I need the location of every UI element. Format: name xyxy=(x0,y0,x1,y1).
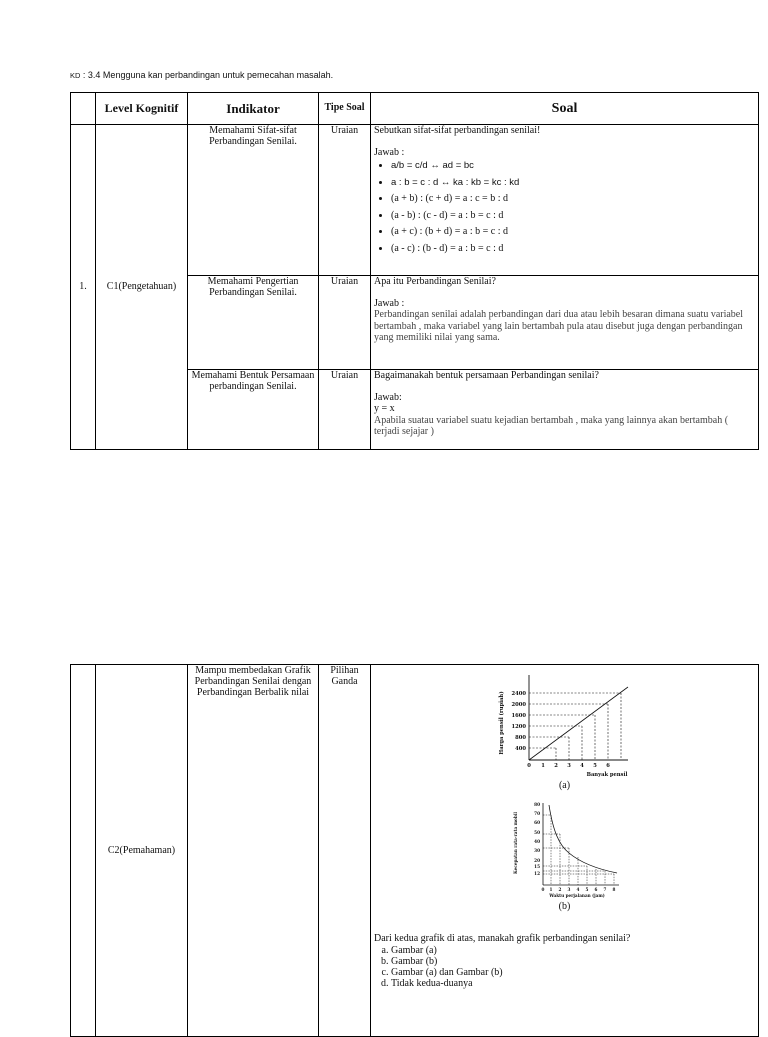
indikator-cell: Memahami Bentuk Persamaan perbandingan Senilai. xyxy=(188,370,319,450)
y-tick: 40 xyxy=(533,839,540,845)
table-c2 xyxy=(70,664,759,1037)
tipe-soal-cell: Uraian xyxy=(319,125,371,276)
x-tick: 0 xyxy=(526,763,531,769)
answer-label: Jawab : xyxy=(374,298,405,310)
answer-list xyxy=(374,158,755,257)
soal-cell xyxy=(371,665,759,1037)
indikator-cell: Memahami Sifat-sifat Perbandingan Senilai. xyxy=(188,125,319,276)
x-tick: 1 xyxy=(540,763,545,769)
x-tick: 5 xyxy=(585,887,588,893)
option-d: d. Tidak kedua-duanya xyxy=(391,978,755,989)
table-c1 xyxy=(70,92,759,450)
x-tick: 4 xyxy=(576,887,579,893)
list-item: • (a - c) : (b - d) = a : b = c : d xyxy=(391,241,755,258)
x-tick: 6 xyxy=(594,887,597,893)
indikator-cell: Mampu membedakan Grafik Perbandingan Senilai dengan Perbandingan Berbalik nilai xyxy=(188,665,319,1037)
list-item: • (a - b) : (c - d) = a : b = c : d xyxy=(391,208,755,225)
x-tick: 1 xyxy=(549,887,552,893)
question-text: Sebutkan sifat-sifat perbandingan senilai! xyxy=(374,125,541,136)
y-tick: 400 xyxy=(514,746,526,752)
answer-text: Apabila suatau variabel suatu kejadian bertambah , maka yang lainnya akan bertambah ( terjadi sejajar ) xyxy=(374,414,729,437)
x-tick: 7 xyxy=(603,887,606,893)
list-item: • (a + b) : (c + d) = a : c = b : d xyxy=(391,191,755,208)
x-tick: 2 xyxy=(553,763,558,769)
table-row xyxy=(71,125,759,276)
list-item: • a : b = c : d ↔ ka : kb = kc : kd xyxy=(391,175,755,192)
graph-b xyxy=(505,801,625,899)
graph-a xyxy=(495,675,635,778)
y-axis-label: Harga pensil (rupiah) xyxy=(498,691,505,755)
row-number: 1. xyxy=(71,125,96,450)
option-c: c. Gambar (a) dan Gambar (b) xyxy=(391,967,755,978)
y-tick: 70 xyxy=(533,811,540,817)
header-soal: Soal xyxy=(371,93,759,125)
table-row xyxy=(71,665,759,1037)
x-tick: 6 xyxy=(605,763,610,769)
y-axis-label: Kecepatan rata-rata mobil xyxy=(512,812,518,875)
x-tick: 5 xyxy=(592,763,597,769)
x-tick: 2 xyxy=(558,887,561,893)
x-tick: 8 xyxy=(612,887,615,893)
question-text: Dari kedua grafik di atas, manakah grafik perbandingan senilai? xyxy=(374,933,631,945)
list-item: • a/b = c/d ↔ ad = bc xyxy=(391,158,755,175)
option-b: b. Gambar (b) xyxy=(391,956,755,967)
answer-label: Jawab : xyxy=(374,147,405,159)
x-tick: 4 xyxy=(579,763,584,769)
y-tick: 50 xyxy=(533,830,540,836)
header-tipe-soal: Tipe Soal xyxy=(319,93,371,125)
soal-cell xyxy=(371,370,759,450)
x-tick: 0 xyxy=(541,887,544,893)
x-axis-label: Banyak pensil xyxy=(586,772,627,778)
x-tick: 3 xyxy=(567,887,570,893)
y-tick: 800 xyxy=(514,735,526,741)
kd-prefix: KD xyxy=(70,71,81,80)
row-number xyxy=(71,665,96,1037)
kd-text: : 3.4 Mengguna kan perbandingan untuk pemecahan masalah. xyxy=(80,70,334,80)
y-tick: 1200 xyxy=(511,724,526,730)
y-tick: 60 xyxy=(533,820,540,826)
y-tick: 30 xyxy=(533,848,540,854)
header-indikator: Indikator xyxy=(188,93,319,125)
option-a: a. Gambar (a) xyxy=(391,945,755,956)
answer-label: Jawab: xyxy=(374,392,402,404)
y-tick: 1600 xyxy=(511,713,526,719)
indikator-cell: Memahami Pengertian Perbandingan Senilai. xyxy=(188,276,319,370)
tipe-soal-cell: Uraian xyxy=(319,276,371,370)
kd-line xyxy=(70,70,333,80)
question-text: Bagaimanakah bentuk persamaan Perbandingan senilai? xyxy=(374,370,599,381)
answer-formula: y = x xyxy=(374,403,395,415)
y-tick: 15 xyxy=(533,864,540,870)
tipe-soal-cell: Uraian xyxy=(319,370,371,450)
header-no xyxy=(71,93,96,125)
level-kognitif: C1(Pengetahuan) xyxy=(96,125,188,450)
y-tick: 12 xyxy=(533,871,540,877)
level-kognitif: C2(Pemahaman) xyxy=(96,665,188,1037)
question-text: Apa itu Perbandingan Senilai? xyxy=(374,276,496,287)
list-item: • (a + c) : (b + d) = a : b = c : d xyxy=(391,224,755,241)
y-tick: 80 xyxy=(533,802,540,808)
soal-cell xyxy=(371,125,759,276)
y-tick: 2000 xyxy=(511,702,526,708)
soal-cell xyxy=(371,276,759,370)
header-level: Level Kognitif xyxy=(96,93,188,125)
y-tick: 2400 xyxy=(511,691,526,697)
tipe-soal-cell: Pilihan Ganda xyxy=(319,665,371,1037)
figure-caption: (a) xyxy=(558,780,571,791)
figure-caption: (b) xyxy=(558,901,571,913)
y-tick: 20 xyxy=(533,858,540,864)
header-row xyxy=(71,93,759,125)
x-tick: 3 xyxy=(566,763,571,769)
answer-text: Perbandingan senilai adalah perbandingan dari dua atau lebih besaran dimana suatu variabel bertambah , maka variabel yang lain bertambah pula atau disebut juga dengan perbandingan yang memiliki nilai yang sama. xyxy=(374,309,744,343)
options-list xyxy=(374,945,755,990)
x-axis-label: Waktu perjalanan (jam) xyxy=(548,893,605,899)
